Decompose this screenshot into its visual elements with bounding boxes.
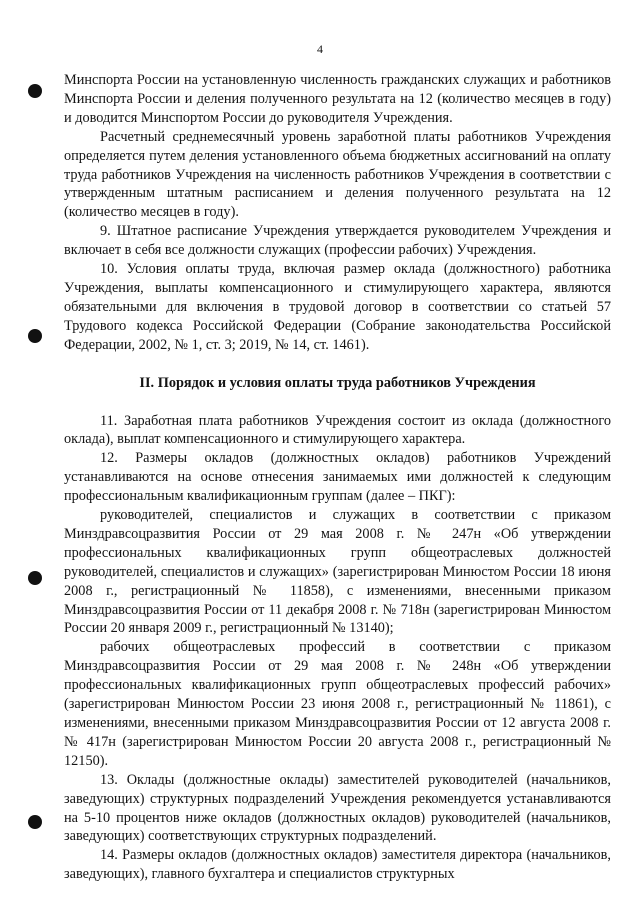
binder-hole-icon [28, 571, 42, 585]
paragraph-average-salary: Расчетный среднемесячный уровень заработной платы работников Учреждения определяется путем деления установленного объема бюджетных ассигнований на оплату труда работников Учреждения на численность работников Учреждения в соответствии с утвержденным штатным расписанием и деления полученного результата на 12 (количество месяцев в году). [64, 128, 611, 221]
section-heading: II. Порядок и условия оплаты труда работников Учреждения [139, 374, 536, 391]
paragraph-11-salary-composition: 11. Заработная плата работников Учреждения состоит из оклада (должностного оклада), выплат компенсационного и стимулирующего характера. [64, 412, 611, 448]
paragraph-9-staff-schedule: 9. Штатное расписание Учреждения утверждается руководителем Учреждения и включает в себя все должности служащих (профессии рабочих) Учреждения. [64, 223, 611, 259]
page-number: 4 [317, 42, 323, 56]
paragraph-13-deputy-salaries: 13. Оклады (должностные оклады) заместителей руководителей (начальников, заведующих) структурных подразделений Учреждения рекомендуется устанавливаются на 5-10 процентов ниже окладов (должностных окладов) руководителей (начальников, заведующих) соответствующих структурных подразделений. [64, 771, 611, 845]
binder-hole-icon [28, 84, 42, 98]
paragraph-10-pay-conditions: 10. Условия оплаты труда, включая размер оклада (должностного) работника Учреждения, выплаты компенсационного и стимулирующего характера, являются обязательными для включения в трудовой договор в соответствии со статьей 57 Трудового кодекса Российской Федерации (Собрание законодательства Российской Федерации, 2002, № 1, ст. 3; 2019, № 14, ст. 1461). [64, 261, 611, 353]
paragraph-continuation: Минспорта России на установленную численность гражданских служащих и работников Минспорта России и деления полученного результата на 12 (количество месяцев в году) и доводится Минспортом России до руководителя Учреждения. [64, 72, 611, 126]
binder-hole-icon [28, 329, 42, 343]
document-body [64, 71, 611, 884]
paragraph-pkg-workers: рабочих общеотраслевых профессий в соответствии с приказом Минздравсоцразвития России от 29 мая 2008 г. № 248н «Об утверждении профессиональных квалификационных групп общеотраслевых профессий рабочих» (зарегистрирован Минюстом России 23 июня 2008 г., регистрационный № 11861), с изменениями, внесенными приказом Минздравсоцразвития России от 12 августа 2008 г. № 417н (зарегистрирован Минюстом России 20 августа 2008 г., регистрационный № 12150). [64, 639, 611, 769]
paragraph-pkg-managers: руководителей, специалистов и служащих в соответствии с приказом Минздравсоцразвития России от 29 мая 2008 г. № 247н «Об утверждении профессиональных квалификационных групп общеотраслевых должностей руководителей, специалистов и служащих» (зарегистрирован Минюстом России 18 июня 2008 г., регистрационный № 11858), с изменениями, внесенными приказом Минздравсоцразвития России от 11 декабря 2008 г. № 718н (зарегистрирован Минюстом России 20 января 2009 г., регистрационный № 13140); [64, 507, 611, 637]
paragraph-14-director-deputy: 14. Размеры окладов (должностных окладов) заместителя директора (начальников, заведующих), главного бухгалтера и специалистов структурных [64, 847, 611, 883]
paragraph-12-salary-sizes: 12. Размеры окладов (должностных окладов) работников Учреждений устанавливаются на основе отнесения занимаемых ими должностей к следующим профессиональным квалификационным группам (далее – ПКГ): [64, 450, 611, 505]
binder-hole-icon [28, 815, 42, 829]
